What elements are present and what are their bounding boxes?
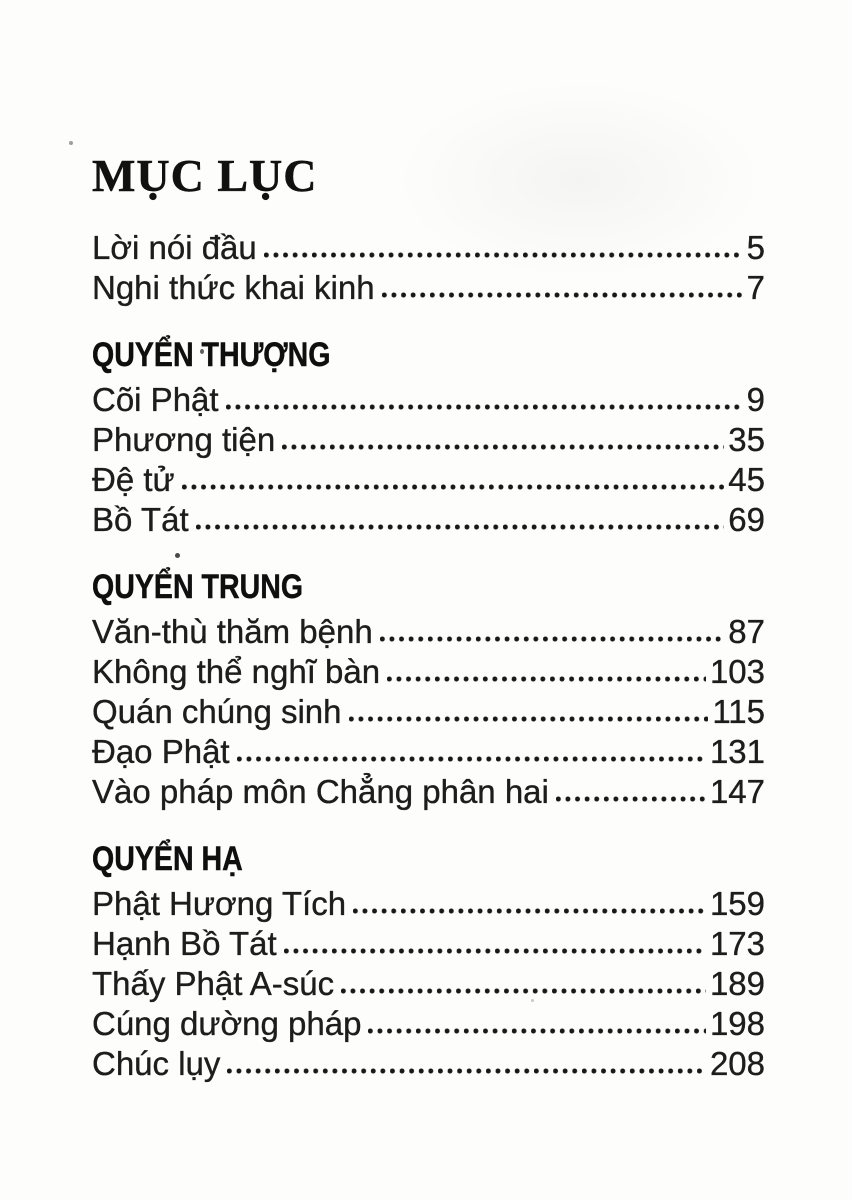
toc-entry-label: Đệ tử bbox=[92, 461, 175, 498]
toc-page-number: 5 bbox=[746, 229, 765, 266]
toc-section bbox=[92, 838, 765, 1084]
toc-row bbox=[92, 1004, 765, 1044]
toc-entry-label: Cúng dường pháp bbox=[92, 1005, 362, 1042]
toc-entry-label: Thấy Phật A-súc bbox=[92, 965, 335, 1002]
toc-row bbox=[92, 692, 765, 732]
toc-row bbox=[92, 228, 765, 268]
toc-row bbox=[92, 612, 765, 652]
toc-entry-label: Nghi thức khai kinh bbox=[92, 269, 375, 306]
toc-leader-dots bbox=[368, 1028, 706, 1034]
toc-front-matter bbox=[92, 228, 765, 308]
section-rows bbox=[92, 612, 765, 812]
toc-page-number: 173 bbox=[709, 925, 765, 962]
toc-page-number: 115 bbox=[712, 693, 765, 730]
toc-row bbox=[92, 652, 765, 692]
toc-entry-label: Không thể nghĩ bàn bbox=[92, 653, 381, 690]
toc-page-number: 159 bbox=[709, 885, 765, 922]
section-rows bbox=[92, 884, 765, 1084]
toc-leader-dots bbox=[264, 252, 743, 258]
toc-page-number: 45 bbox=[728, 461, 765, 498]
toc-section bbox=[92, 334, 765, 540]
toc-page-number: 87 bbox=[728, 613, 765, 650]
toc-row bbox=[92, 732, 765, 772]
scan-speck bbox=[175, 553, 180, 558]
toc-page-number: 147 bbox=[709, 773, 765, 810]
toc-entry-label: Văn-thù thăm bệnh bbox=[92, 613, 373, 650]
toc-leader-dots bbox=[353, 908, 706, 914]
toc-leader-dots bbox=[349, 716, 709, 722]
toc-entry-label: Lời nói đầu bbox=[92, 229, 257, 266]
toc-leader-dots bbox=[382, 292, 743, 298]
scan-speck bbox=[69, 141, 73, 145]
toc-sections bbox=[92, 334, 765, 1084]
section-rows bbox=[92, 380, 765, 540]
section-heading: QUYỂN HẠ bbox=[92, 840, 243, 878]
toc-row bbox=[92, 420, 765, 460]
toc-page-number: 208 bbox=[709, 1045, 765, 1082]
toc-page-number: 131 bbox=[709, 733, 765, 770]
toc-row bbox=[92, 1044, 765, 1084]
toc-leader-dots bbox=[227, 1068, 706, 1074]
toc-leader-dots bbox=[387, 676, 706, 682]
toc-row bbox=[92, 924, 765, 964]
toc-leader-dots bbox=[282, 444, 724, 450]
toc-leader-dots bbox=[380, 636, 725, 642]
toc-leader-dots bbox=[341, 988, 706, 994]
toc-entry-label: Chúc lụy bbox=[92, 1045, 221, 1082]
toc-entry-label: Đạo Phật bbox=[92, 733, 230, 770]
toc-page-number: 9 bbox=[746, 381, 765, 418]
scan-speck bbox=[531, 999, 534, 1002]
page-title: MỤC LỤC bbox=[92, 150, 318, 201]
toc-page-number: 198 bbox=[709, 1005, 765, 1042]
toc-row bbox=[92, 884, 765, 924]
toc-page-number: 69 bbox=[728, 501, 765, 538]
toc-page-number: 103 bbox=[709, 653, 765, 690]
toc-entry-label: Vào pháp môn Chẳng phân hai bbox=[92, 773, 549, 810]
toc-page-number: 7 bbox=[746, 269, 765, 306]
toc-leader-dots bbox=[196, 524, 725, 530]
toc-row bbox=[92, 500, 765, 540]
toc-section bbox=[92, 566, 765, 812]
section-heading: QUYỂN TRUNG bbox=[92, 568, 304, 606]
toc-row bbox=[92, 772, 765, 812]
toc-entry-label: Quán chúng sinh bbox=[92, 693, 342, 730]
toc-leader-dots bbox=[556, 796, 706, 802]
toc-leader-dots bbox=[284, 948, 706, 954]
toc-page-number: 189 bbox=[709, 965, 765, 1002]
toc-entry-label: Cõi Phật bbox=[92, 381, 219, 418]
toc-row bbox=[92, 380, 765, 420]
toc-page-number: 35 bbox=[728, 421, 765, 458]
toc-leader-dots bbox=[182, 484, 725, 490]
toc-entry-label: Bồ Tát bbox=[92, 501, 189, 538]
toc-entry-label: Hạnh Bồ Tát bbox=[92, 925, 277, 962]
toc-row bbox=[92, 460, 765, 500]
toc-row bbox=[92, 268, 765, 308]
section-heading: QUYỂN THƯỢNG bbox=[92, 336, 331, 374]
toc-leader-dots bbox=[237, 756, 706, 762]
toc-entry-label: Phật Hương Tích bbox=[92, 885, 347, 922]
toc-leader-dots bbox=[226, 404, 743, 410]
toc-row bbox=[92, 964, 765, 1004]
toc-entry-label: Phương tiện bbox=[92, 421, 276, 458]
